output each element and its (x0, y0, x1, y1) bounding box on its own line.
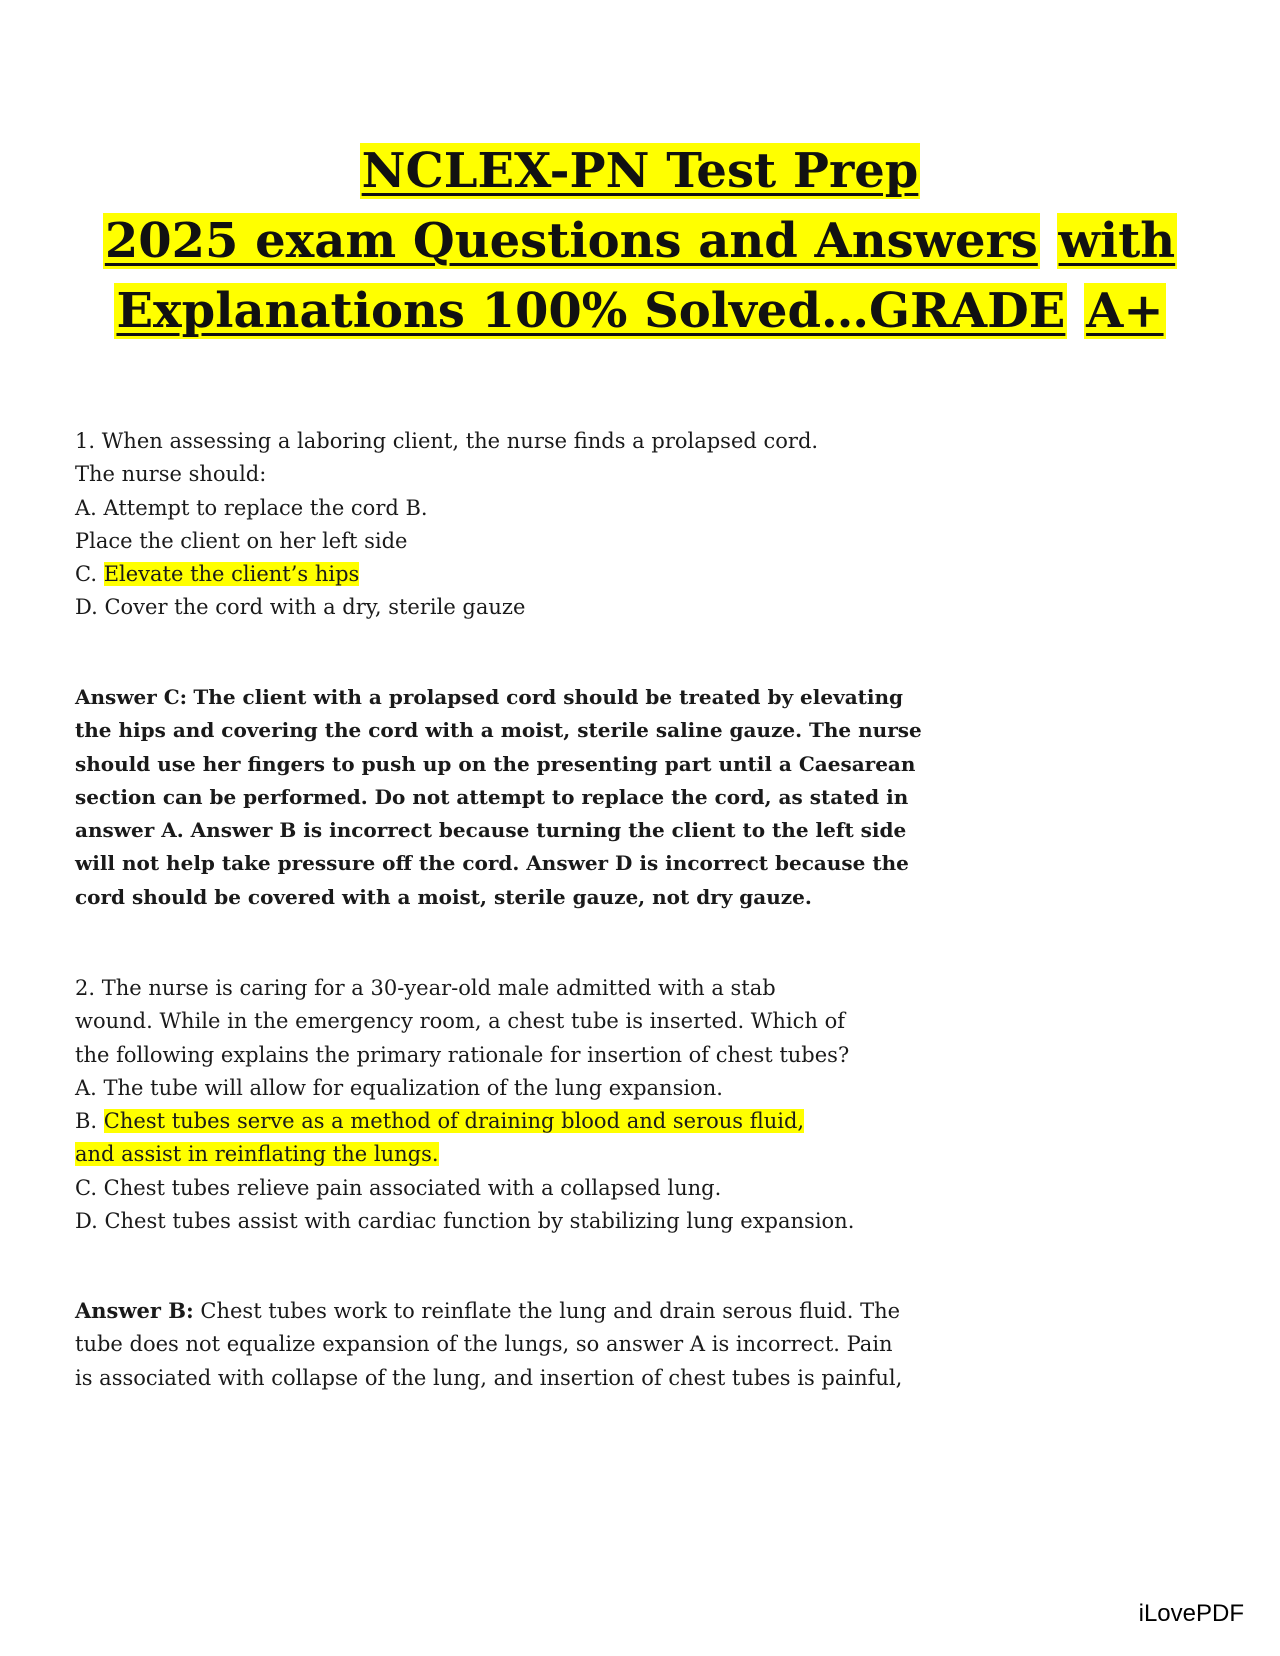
document-title (0, 136, 1280, 346)
q2-option-b (75, 1105, 905, 1138)
answer-1-line-2: the hips and covering the cord with a moist, sterile saline gauze. The nurse (75, 718, 922, 743)
q1-option-d: D. Cover the cord with a dry, sterile gauze (75, 595, 526, 620)
question-2 (75, 972, 905, 1238)
title-line-2b: with (1058, 213, 1176, 269)
title-line-3b: A+ (1086, 283, 1164, 339)
ilovepdf-watermark: iLovePDF (1138, 1600, 1244, 1627)
q1-option-a: A. Attempt to replace the cord B. (75, 495, 428, 520)
answer-2-line-1: Chest tubes work to reinflate the lung and drain serous fluid. The (200, 1299, 901, 1323)
answer-1-line-5: answer A. Answer B is incorrect because turning the client to the left side (75, 818, 907, 843)
answer-1-line-6: will not help take pressure off the cord. Answer D is incorrect because the (75, 851, 909, 876)
q2-option-b-highlighted-2: and assist in reinflating the lungs. (75, 1142, 439, 1167)
answer-1-line-1: The client with a prolapsed cord should be treated by elevating (193, 685, 904, 709)
answer-2-line-3: is associated with collapse of the lung, and insertion of chest tubes is painful, (75, 1365, 903, 1390)
title-line-2a: 2025 exam Questions and Answers (104, 213, 1038, 269)
answer-1-label: Answer C: (75, 685, 188, 709)
title-line-3a: Explanations 100% Solved…GRADE (116, 283, 1066, 339)
q2-option-b-highlighted-1: Chest tubes serve as a method of draining blood and serous fluid, (103, 1109, 805, 1134)
title-line-1: NCLEX-PN Test Prep (361, 143, 919, 199)
answer-2-line-2: tube does not equalize expansion of the lungs, so answer A is incorrect. Pain (75, 1332, 893, 1357)
q1-option-c (75, 558, 905, 591)
answer-1 (75, 681, 922, 914)
answer-1-line-3: should use her fingers to push up on the presenting part until a Caesarean (75, 751, 916, 776)
q2-stem-line-2: wound. While in the emergency room, a chest tube is inserted. Which of (75, 1009, 846, 1034)
q1-stem-line-2: The nurse should: (75, 462, 267, 487)
q2-option-b-prefix: B. (75, 1109, 98, 1134)
answer-2 (75, 1294, 905, 1395)
q1-option-c-prefix: C. (75, 562, 97, 587)
question-1 (75, 425, 905, 625)
q2-option-c: C. Chest tubes relieve pain associated with a collapsed lung. (75, 1175, 722, 1200)
q2-stem-line-1: 2. The nurse is caring for a 30-year-old male admitted with a stab (75, 976, 776, 1000)
q1-option-c-highlighted: Elevate the client’s hips (103, 562, 360, 587)
answer-2-label: Answer B: (75, 1298, 194, 1323)
q1-option-b: Place the client on her left side (75, 528, 408, 553)
q1-stem-line-1: 1. When assessing a laboring client, the nurse finds a prolapsed cord. (75, 429, 819, 453)
answer-1-line-7: cord should be covered with a moist, sterile gauze, not dry gauze. (75, 884, 812, 909)
q2-option-d: D. Chest tubes assist with cardiac function by stabilizing lung expansion. (75, 1209, 855, 1234)
q2-option-a: A. The tube will allow for equalization of the lung expansion. (75, 1075, 723, 1100)
q2-stem-line-3: the following explains the primary rationale for insertion of chest tubes? (75, 1042, 850, 1067)
answer-1-line-4: section can be performed. Do not attempt to replace the cord, as stated in (75, 784, 909, 809)
